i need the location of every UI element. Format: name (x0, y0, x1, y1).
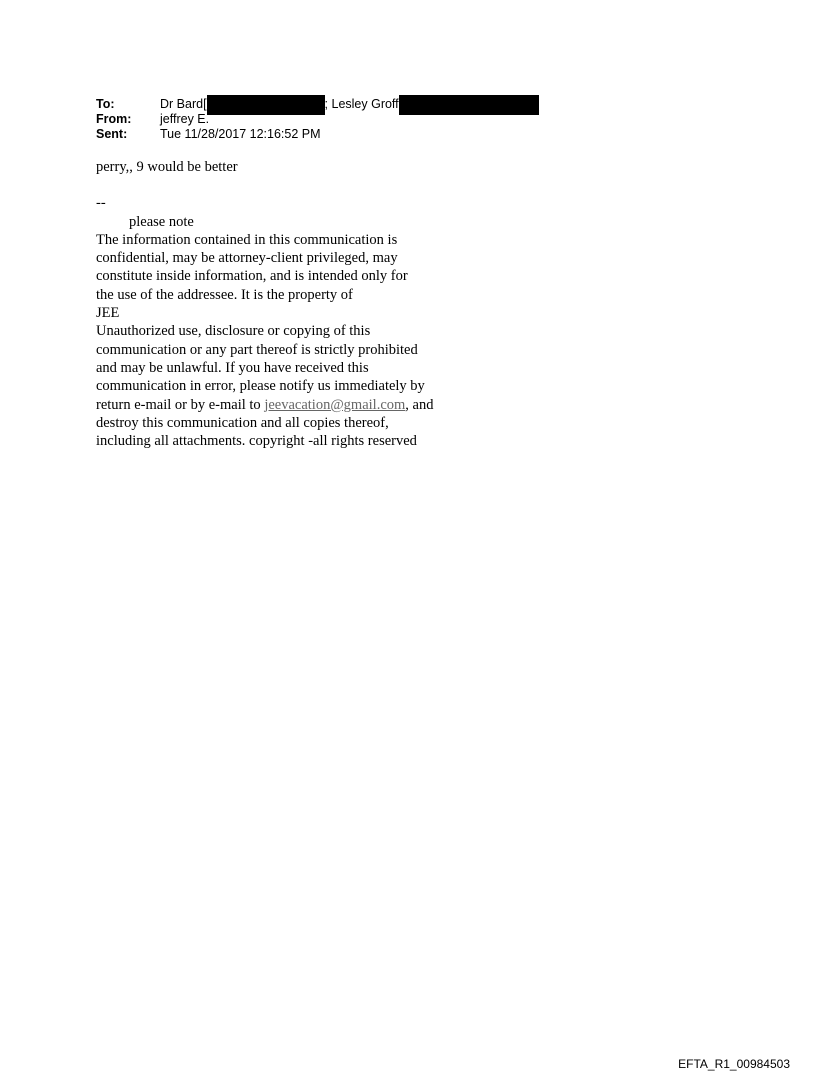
disclaimer-line: communication or any part thereof is strictly prohibited (96, 341, 418, 358)
disclaimer-line: including all attachments. copyright -all rights reserved (96, 433, 417, 450)
sent-row (96, 127, 539, 142)
disclaimer-line: Unauthorized use, disclosure or copying of this (96, 323, 371, 340)
disclaimer-line: and may be unlawful. If you have received this (96, 359, 369, 376)
redaction-block (207, 95, 325, 115)
document-id: EFTA_R1_00984503 (678, 1057, 790, 1071)
return-prefix: return e-mail or by e-mail to (96, 396, 265, 413)
please-note: please note (129, 213, 194, 230)
from-label: From: (96, 112, 132, 126)
to-value (160, 95, 539, 115)
disclaimer-line: destroy this communication and all copies thereof, (96, 414, 389, 431)
email-link[interactable]: jeevacation@gmail.com (264, 396, 406, 413)
disclaimer-line: the use of the addressee. It is the property of (96, 286, 353, 303)
redaction-block (399, 95, 539, 115)
disclaimer-line: confidential, may be attorney-client privileged, may (96, 250, 398, 267)
message-text: perry,, 9 would be better (96, 159, 238, 175)
to-recipient-2: ; Lesley Groff (324, 97, 399, 111)
disclaimer-line (96, 396, 476, 414)
to-recipient-1: Dr Bard[ (160, 97, 207, 111)
email-body (96, 158, 476, 450)
sent-label: Sent: (96, 127, 128, 141)
signature-dash: -- (96, 195, 106, 212)
email-header (96, 97, 539, 142)
disclaimer-line: JEE (96, 305, 120, 322)
from-value: jeffrey E. (160, 112, 210, 126)
disclaimer-line: The information contained in this communication is (96, 231, 398, 248)
return-suffix: , and (405, 396, 434, 413)
sent-value: Tue 11/28/2017 12:16:52 PM (160, 127, 321, 141)
disclaimer-line: constitute inside information, and is intended only for (96, 268, 408, 285)
to-row (96, 97, 539, 112)
disclaimer-line: communication in error, please notify us immediately by (96, 378, 425, 395)
to-label: To: (96, 97, 115, 111)
